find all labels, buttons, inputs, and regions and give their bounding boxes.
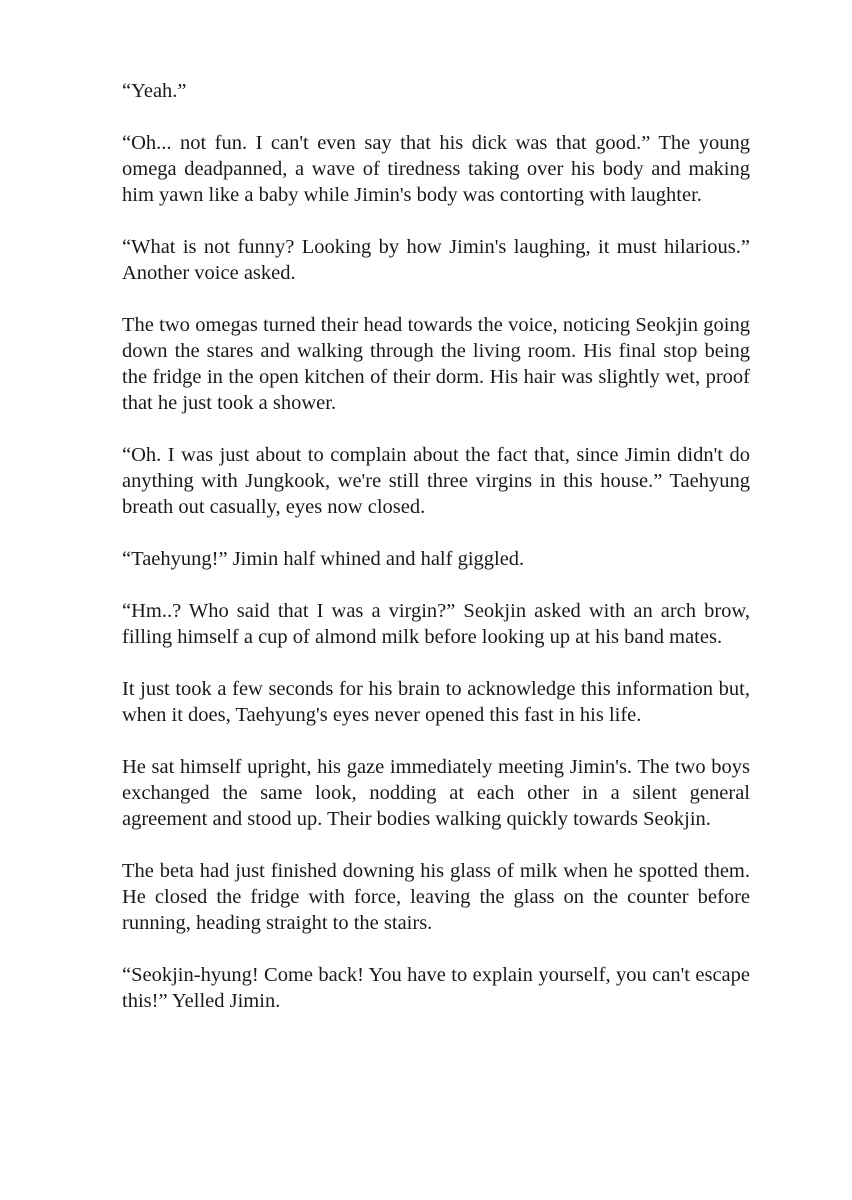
paragraph-5: “Oh. I was just about to complain about the fact that, since Jimin didn't do anything with Jungkook, we're still three virgins in this house.” Taehyung breath out casually, eyes now closed.	[122, 444, 750, 518]
paragraph-11: “Seokjin-hyung! Come back! You have to explain yourself, you can't escape this!” Yelled Jimin.	[122, 964, 750, 1012]
paragraph-10: The beta had just finished downing his glass of milk when he spotted them. He closed the fridge with force, leaving the glass on the counter before running, heading straight to the stairs.	[122, 860, 750, 934]
paragraph-2: “Oh... not fun. I can't even say that his dick was that good.” The young omega deadpanned, a wave of tiredness taking over his body and making him yawn like a baby while Jimin's body was contorting with laughter.	[122, 132, 750, 206]
paragraph-4: The two omegas turned their head towards the voice, noticing Seokjin going down the stares and walking through the living room. His final stop being the fridge in the open kitchen of their dorm. His hair was slightly wet, proof that he just took a shower.	[122, 314, 750, 414]
paragraph-1: “Yeah.”	[122, 80, 187, 102]
document-page	[122, 78, 750, 1040]
paragraph-6: “Taehyung!” Jimin half whined and half giggled.	[122, 548, 525, 570]
paragraph-8: It just took a few seconds for his brain to acknowledge this information but, when it does, Taehyung's eyes never opened this fast in his life.	[122, 678, 750, 726]
paragraph-9: He sat himself upright, his gaze immediately meeting Jimin's. The two boys exchanged the same look, nodding at each other in a silent general agreement and stood up. Their bodies walking quickly towards Seokjin.	[122, 756, 750, 830]
paragraph-3: “What is not funny? Looking by how Jimin's laughing, it must hilarious.” Another voice asked.	[122, 236, 750, 284]
paragraph-7: “Hm..? Who said that I was a virgin?” Seokjin asked with an arch brow, filling himself a cup of almond milk before looking up at his band mates.	[122, 600, 750, 648]
